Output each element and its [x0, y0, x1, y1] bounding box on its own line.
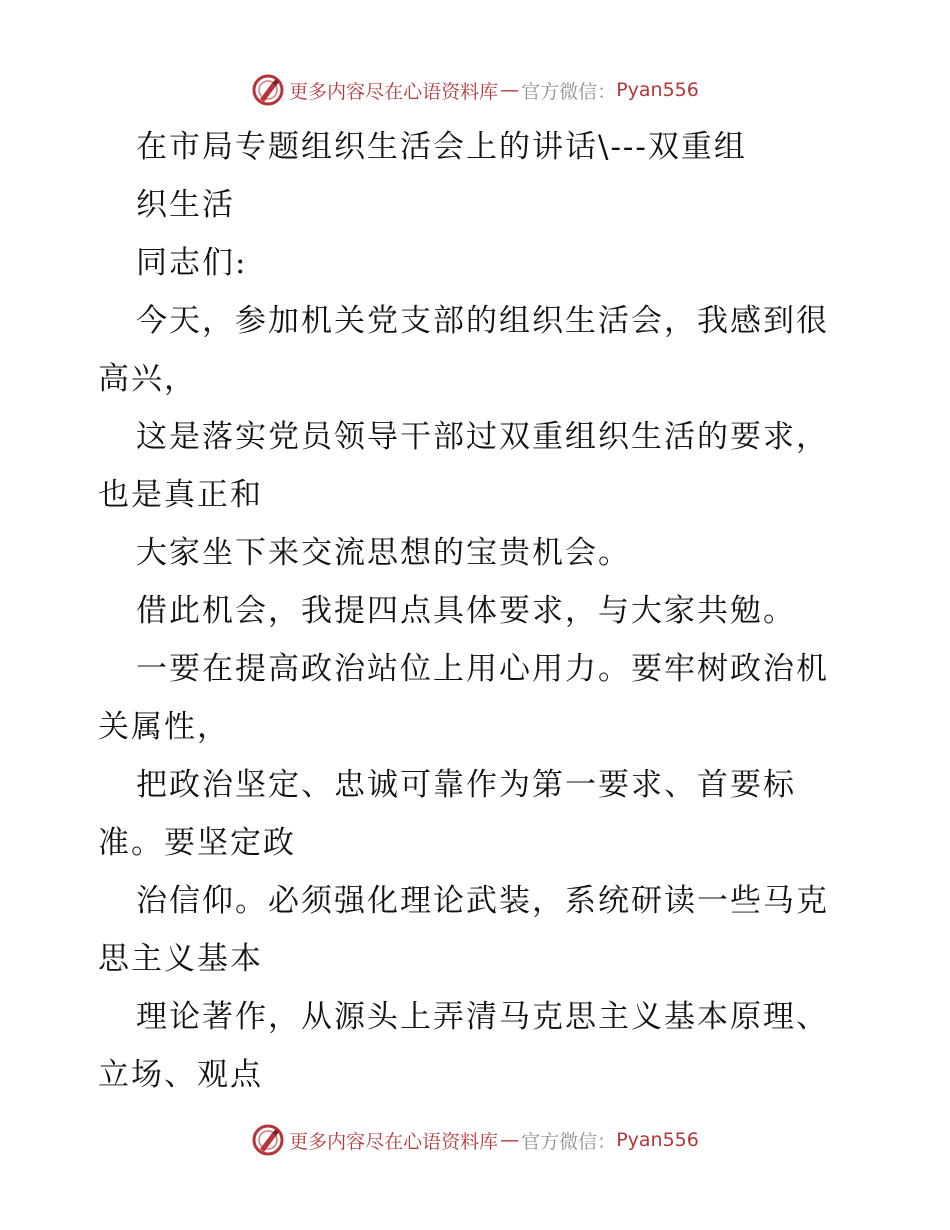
document-line: 思主义基本 — [98, 941, 263, 977]
footer-banner-text: 更多内容尽在心语资料库 — [289, 1130, 499, 1153]
document-line: 关属性， — [98, 709, 230, 745]
document-line: 今天，参加机关党支部的组织生活会，我感到很 — [136, 303, 829, 339]
document-line: 立场、观点 — [98, 1057, 263, 1093]
document-line: 一要在提高政治站位上用心用力。要牢树政治机 — [136, 651, 829, 687]
document-line: 治信仰。必须强化理论武装，系统研读一些马克 — [136, 883, 829, 919]
document-body — [98, 118, 898, 1104]
document-line: 借此机会，我提四点具体要求，与大家共勉。 — [136, 593, 796, 629]
document-line: 这是落实党员领导干部过双重组织生活的要求， — [136, 419, 829, 455]
header-banner-colon: ： — [597, 80, 617, 103]
document-line: 理论著作，从源头上弄清马克思主义基本原理、 — [136, 999, 829, 1035]
document-line: 在市局专题组织生活会上的讲话\---双重组 — [136, 129, 747, 165]
document-line: 高兴， — [98, 361, 197, 397]
document-line: 把政治坚定、忠诚可靠作为第一要求、首要标 — [136, 767, 796, 803]
document-line: 织生活 — [136, 187, 235, 223]
header-banner-separator: — — [500, 79, 520, 101]
footer-banner-wechat-id: Pyan556 — [616, 1129, 699, 1151]
footer-banner-label: 官方微信 — [521, 1130, 598, 1153]
document-line: 大家坐下来交流思想的宝贵机会。 — [136, 535, 631, 571]
document-line: 同志们: — [136, 245, 248, 281]
header-banner-wechat-id: Pyan556 — [616, 79, 699, 101]
header-banner-text: 更多内容尽在心语资料库 — [289, 80, 499, 103]
footer-banner — [0, 1120, 950, 1160]
document-line: 准。要坚定政 — [98, 825, 296, 861]
document-line: 也是真正和 — [98, 477, 263, 513]
footer-banner-colon: ： — [597, 1130, 617, 1153]
pen-logo-icon — [251, 1123, 285, 1157]
footer-banner-separator: — — [500, 1129, 520, 1151]
header-banner — [0, 70, 950, 110]
pen-logo-icon — [251, 73, 285, 107]
header-banner-label: 官方微信 — [521, 80, 598, 103]
